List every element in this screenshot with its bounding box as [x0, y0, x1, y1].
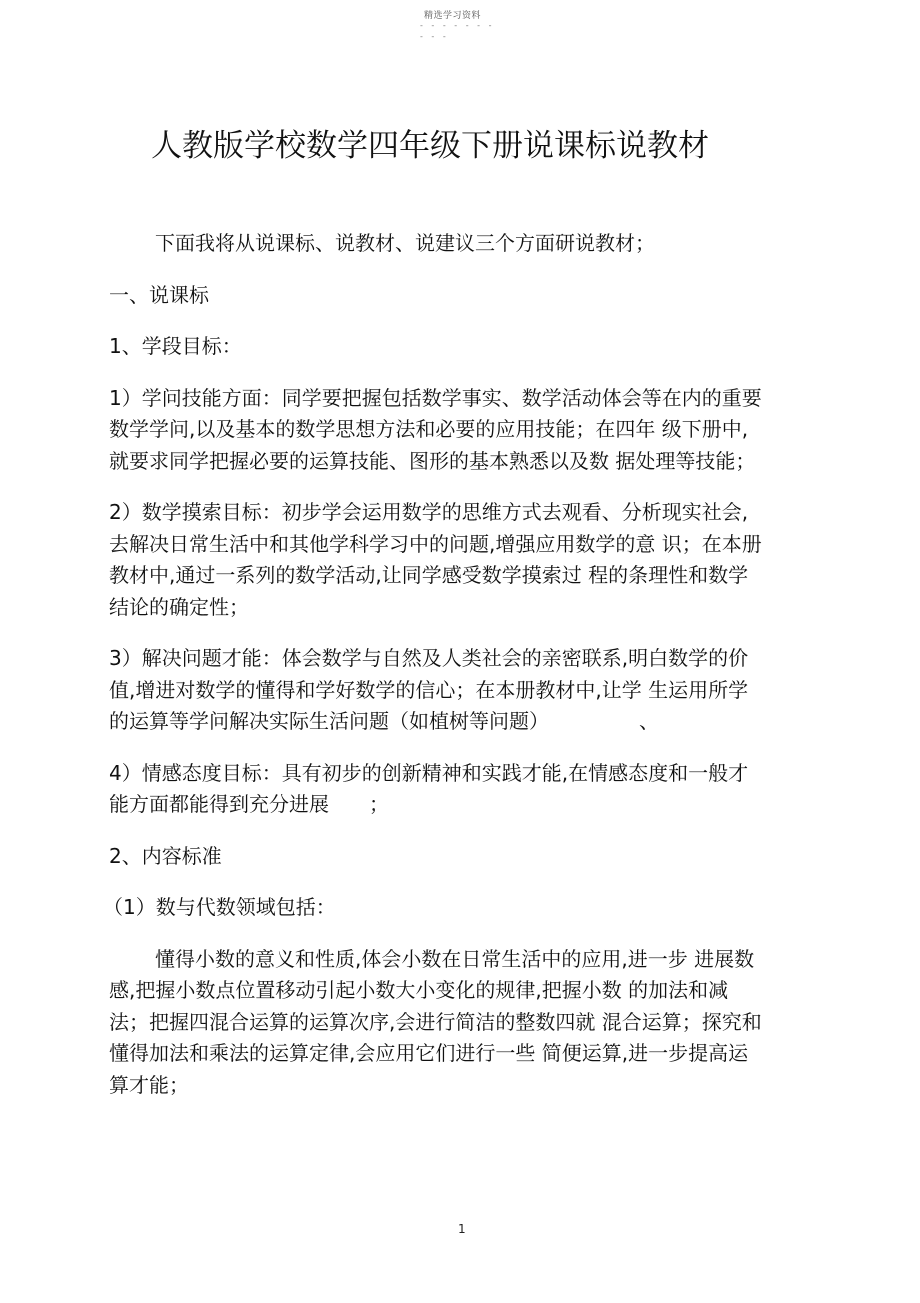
- subsection-heading-1: 1、学段目标：: [109, 334, 242, 358]
- section-heading-1: 一、说课标: [109, 282, 209, 307]
- goal-paragraph-2: 2）数学摸索目标：初步学会运用数学的思维方式去观看、分析现实社会,去解决日常生活中和其他学科学习中的问题,增强应用数学的意 识；在本册教材中,通过一系列的数学活动,让同学感受数学摸索过 程的条理性和数学结论的确定性；: [109, 500, 762, 619]
- goal-paragraph-3: 3）解决问题才能：体会数学与自然及人类社会的亲密联系,明白数学的价值,增进对数学的懂得和学好数学的信心；在本册教材中,让学 生运用所学的运算等学问解决实际生活问题（如植树等问题） 、: [109, 646, 749, 733]
- content-paragraph: 懂得小数的意义和性质,体会小数在日常生活中的应用,进一步 进展数感,把握小数点位置移动引起小数大小变化的规律,把握小数 的加法和减法；把握四混合运算的运算次序,会进行简洁的整数四就 混合运算；探究和懂得加法和乘法的运算定律,会应用它们进行一些 简便运算,进一步提高运算才能；: [109, 946, 762, 1097]
- document-title: 人教版学校数学四年级下册说课标说教材: [151, 128, 709, 164]
- intro-paragraph: 下面我将从说课标、说教材、说建议三个方面研说教材；: [155, 231, 655, 255]
- subsection-heading-2: 2、内容标准: [109, 843, 222, 868]
- header-dashes: - - - - - - - - - -: [420, 21, 495, 41]
- header-watermark: 精选学习资料: [424, 11, 482, 21]
- page-number: 1: [458, 1222, 466, 1236]
- goal-paragraph-4: 4）情感态度目标：具有初步的创新精神和实践才能,在情感态度和一般才能方面都能得到充分进展 ；: [109, 760, 749, 816]
- goal-paragraph-1: 1）学问技能方面：同学要把握包括数学事实、数学活动体会等在内的重要数学学问,以及基本的数学思想方法和必要的应用技能；在四年 级下册中,就要求同学把握必要的运算技能、图形的基本熟悉以及数 据处理等技能；: [109, 385, 762, 473]
- content-area-heading: （1）数与代数领域包括：: [103, 895, 336, 919]
- document-body: [103, 228, 764, 1121]
